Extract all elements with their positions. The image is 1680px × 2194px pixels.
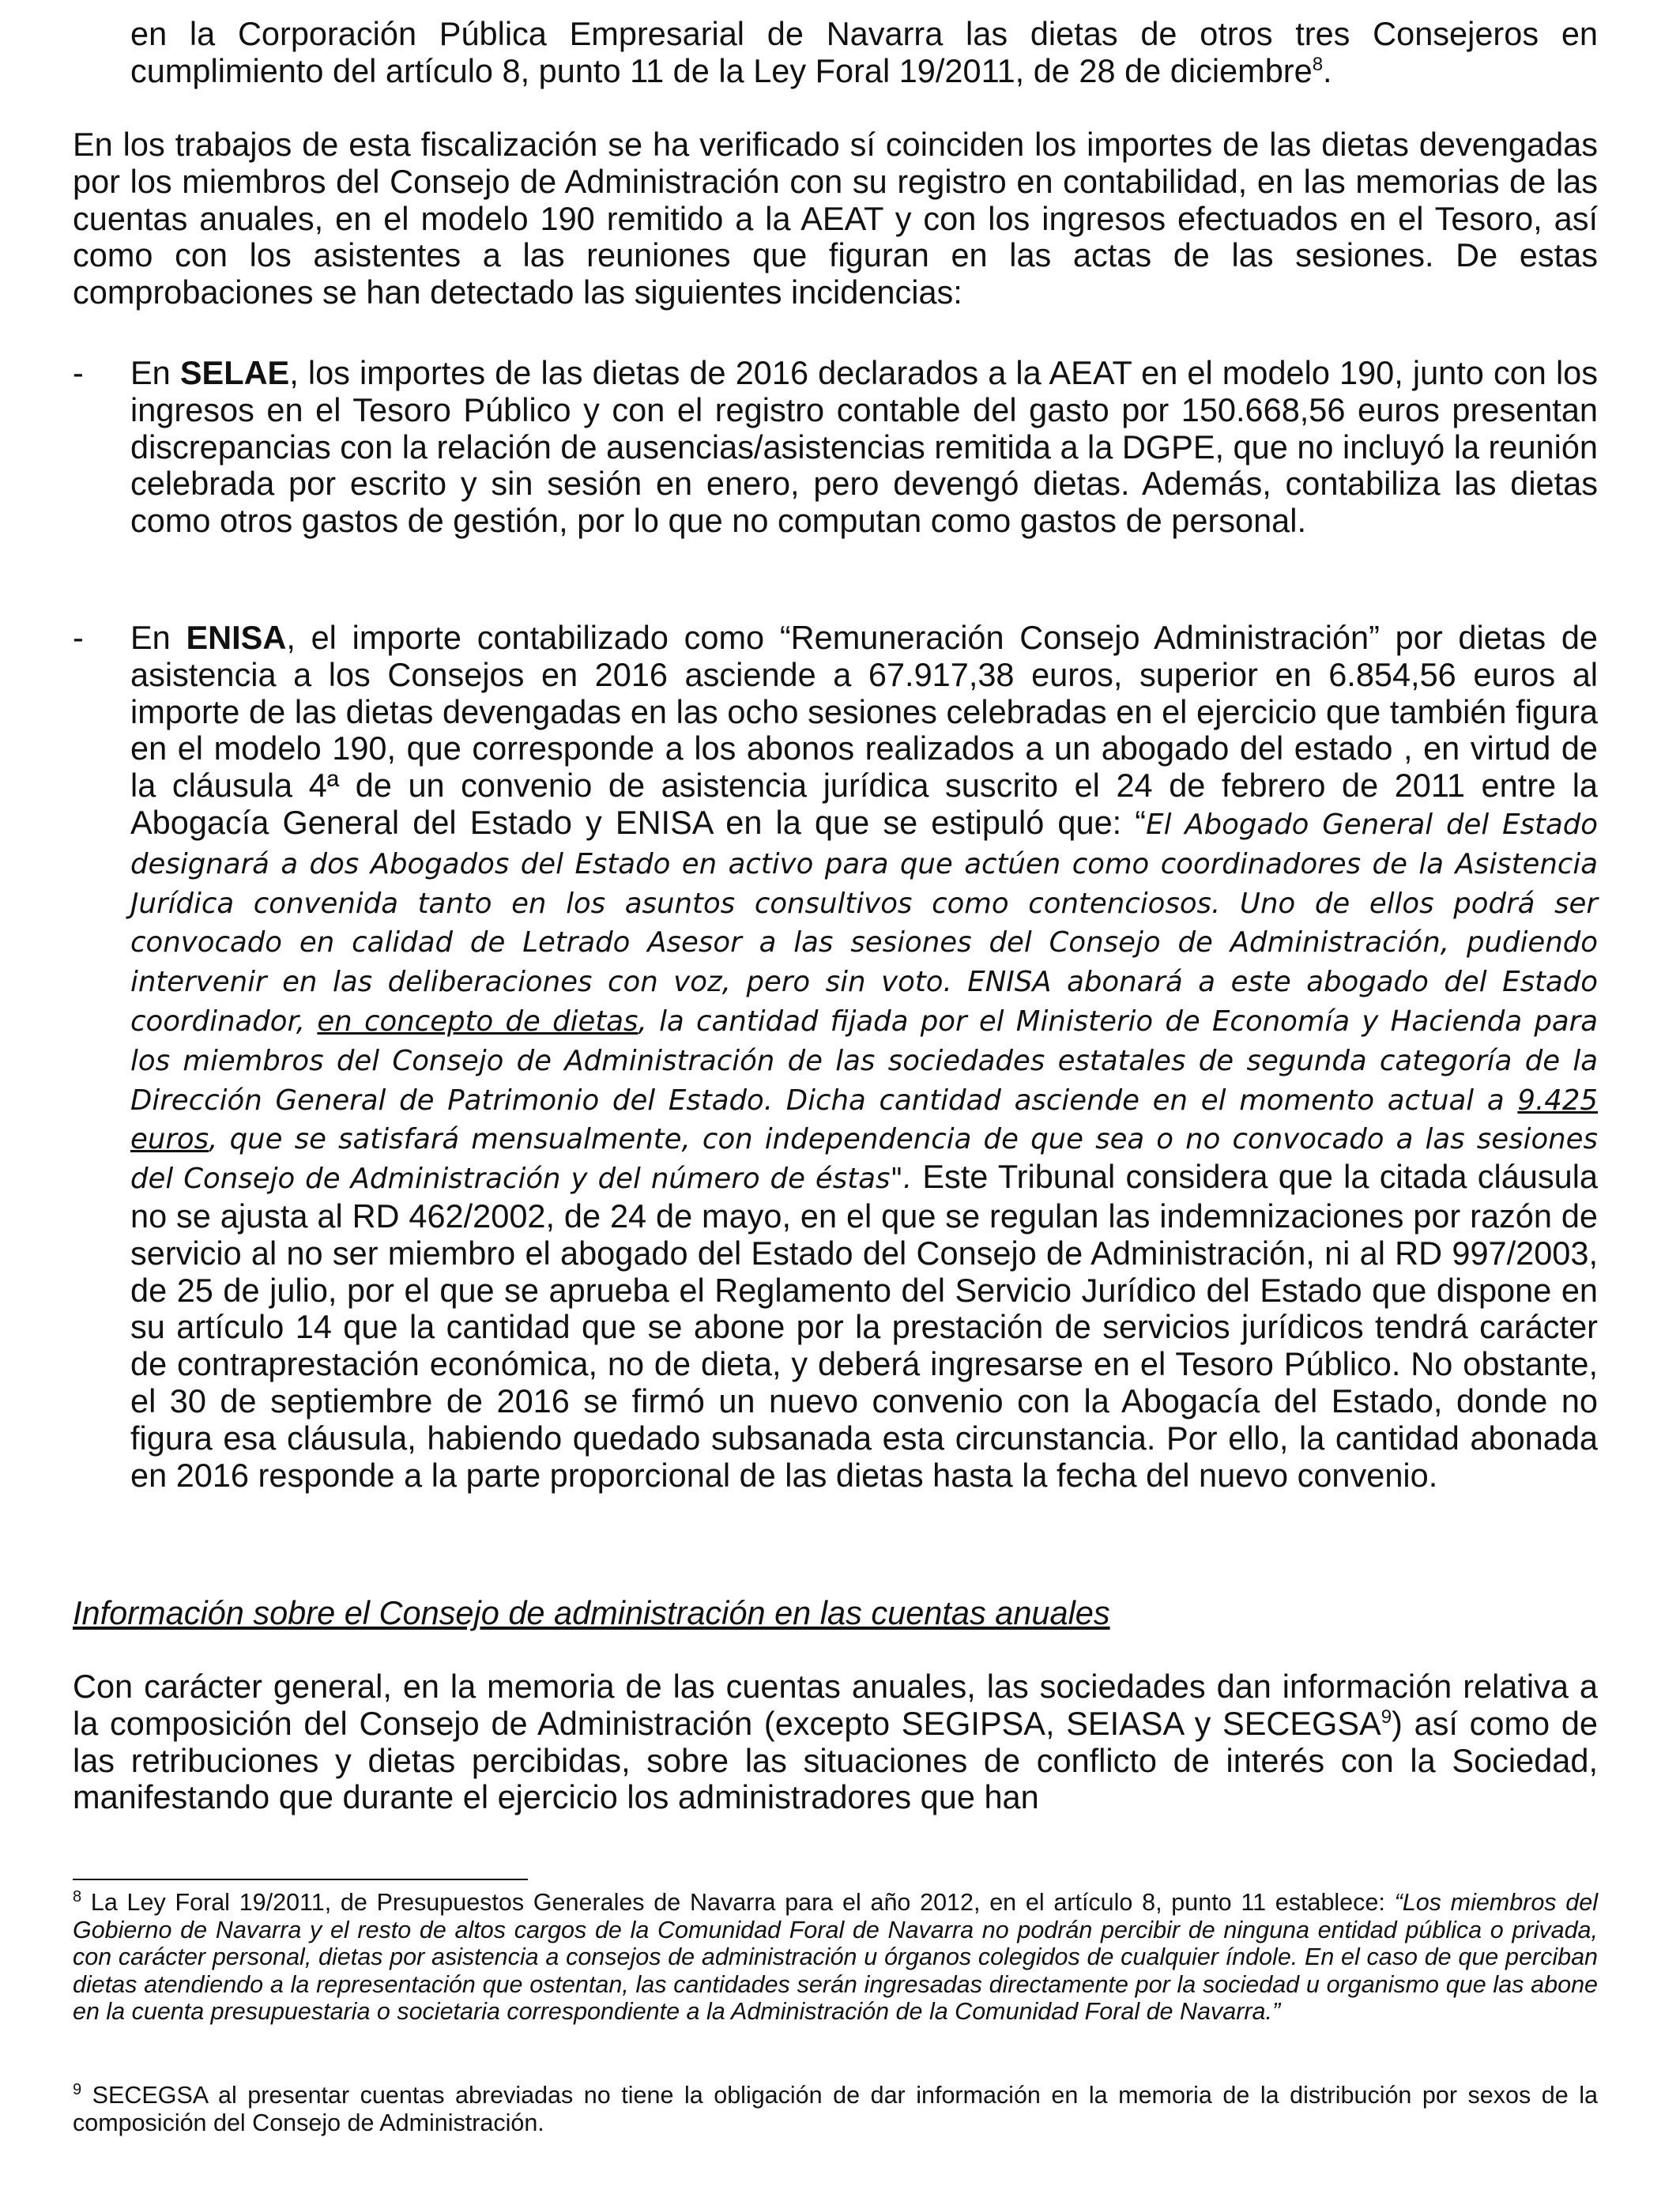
- footnote-9: [73, 2082, 1598, 2136]
- quote-text: , la cantidad fijada por el Ministerio de Economía y Hacienda para los miembros del Consejo de Administración de las sociedades estatales de segunda categoría de la Dirección General de Patrimonio del Estado. Dicha cantidad asciende en el momento actual a: [130, 1005, 1598, 1117]
- bullet-marker: -: [73, 619, 84, 656]
- bullet-text: Este Tribunal considera que la citada cláusula no se ajusta al RD 462/2002, de 24 de mayo, en el que se regulan las indemnizaciones por razón de servicio al no ser miembro el abogado del Estado del Consejo de Administración, ni al RD 997/2003, de 25 de julio, por el que se aprueba el Reglamento del Servicio Jurídico del Estado que dispone en su artículo 14 que la cantidad que se abone por la prestación de servicios jurídicos tendrá carácter de contraprestación económica, no de dieta, y deberá ingresarse en el Tesoro Público. No obstante, el 30 de septiembre de 2016 se firmó un nuevo convenio con la Abogacía del Estado, donde no figura esa cláusula, habiendo quedado subsanada esta circunstancia. Por ello, la cantidad abonada en 2016 responde a la parte proporcional de las dietas hasta la fecha del nuevo convenio.: [130, 1158, 1598, 1494]
- bullet-text: , el importe contabilizado como “Remuneración Consejo Administración” por dietas de asistencia a los Consejos en 2016 asciende a 67.917,38 euros, superior en 6.854,56 euros al importe de las dietas devengadas en las ocho sesiones celebradas en el ejercicio que también figura en el modelo 190, que corresponde a los abonos realizados a un abogado del estado , en virtud de la cláusula 4ª de un convenio de asistencia jurídica suscrito el 24 de febrero de 2011 entre la Abogacía General del Estado y ENISA en la que se estipuló que: “: [130, 619, 1598, 841]
- convenio-quote: [130, 809, 1598, 1195]
- bullet-marker: -: [73, 354, 84, 391]
- quote-underlined-amount: 9.425 euros: [130, 1084, 1598, 1156]
- quote-text: , que se satisfará mensualmente, con independencia de que sea o no convocado a las sesiones del Consejo de Administración y del número de éstas".: [130, 1123, 1598, 1196]
- paragraph-verification: En los trabajos de esta fiscalización se ha verificado sí coinciden los importes de las dietas devengadas por los miembros del Consejo de Administración con su registro en contabilidad, en las memorias de las cuentas anuales, en el modelo 190 remitido a la AEAT y con los ingresos efectuados en el Tesoro, así como con los asistentes a las reuniones que figuran en las actas de las sesiones. De estas comprobaciones se han detectado las siguientes incidencias:: [73, 126, 1598, 311]
- bullet-selae: [130, 355, 1598, 540]
- paragraph-text: en la Corporación Pública Empresarial de Navarra las dietas de otros tres Consejeros en cumplimiento del artículo 8, punto 11 de la Ley Foral 19/2011, de 28 de diciembre: [130, 15, 1598, 89]
- footnote-text: La Ley Foral 19/2011, de Presupuestos Generales de Navarra para el año 2012, en el artículo 8, punto 11 establece:: [81, 1889, 1395, 1916]
- bullet-intro: En: [130, 354, 180, 391]
- bullet-text: , los importes de las dietas de 2016 declarados a la AEAT en el modelo 190, junto con los ingresos en el Tesoro Público y con el registro contable del gasto por 150.668,56 euros presentan discrepancias con la relación de ausencias/asistencias remitida a la DGPE, que no incluyó la reunión celebrada por escrito y sin sesión en enero, pero devengó dietas. Además, contabiliza las dietas como otros gastos de gestión, por lo que no computan como gastos de personal.: [130, 354, 1599, 540]
- paragraph-consejo-info: [73, 1668, 1598, 1816]
- bullet-intro: En: [130, 619, 186, 656]
- footnote-number: 8: [73, 1887, 82, 1906]
- paragraph-text: .: [1323, 51, 1332, 89]
- paragraph-continuation: [130, 16, 1598, 90]
- footnote-8: [73, 1889, 1598, 2026]
- footnote-text: SECEGSA al presentar cuentas abreviadas no tiene la obligación de dar información en la memoria de la distribución por sexos de la composición del Consejo de Administración.: [73, 2082, 1598, 2136]
- footnote-separator: [73, 1879, 528, 1880]
- footnote-number: 9: [73, 2080, 82, 2098]
- footnote-ref-8[interactable]: 8: [1312, 53, 1324, 75]
- bullet-enisa: [130, 620, 1598, 1494]
- quote-text: El Abogado General del Estado designará a dos Abogados del Estado en activo para que actúen como coordinadores de la Asistencia Jurídica convenida tanto en los asuntos consultivos como contenciosos. Uno de ellos podrá ser convocado en calidad de Letrado Asesor a las sesiones del Consejo de Administración, pudiendo intervenir en las deliberaciones con voz, pero sin voto. ENISA abonará a este abogado del Estado coordinador,: [130, 808, 1598, 1038]
- entity-enisa: ENISA: [186, 619, 287, 656]
- quote-underlined-dietas: en concepto de dietas: [317, 1005, 638, 1038]
- paragraph-text: Con carácter general, en la memoria de las cuentas anuales, las sociedades dan información relativa a la composición del Consejo de Administración (excepto SEGIPSA, SEIASA y SECEGSA: [73, 1668, 1598, 1742]
- section-heading: Información sobre el Consejo de administración en las cuentas anuales: [73, 1594, 1110, 1631]
- paragraph-text: ) así como de las retribuciones y dietas percibidas, sobre las situaciones de conflicto de interés con la Sociedad, manifestando que durante el ejercicio los administradores que han: [73, 1704, 1598, 1816]
- footnote-quote: “Los miembros del Gobierno de Navarra y el resto de altos cargos de la Comunidad Foral de Navarra no podrán percibir de ninguna entidad pública o privada, con carácter personal, dietas por asistencia a consejos de administración u órganos colegidos de cualquier índole. En el caso de que perciban dietas atendiendo a la representación que ostentan, las cantidades serán ingresadas directamente por la sociedad u organismo que las abone en la cuenta presupuestaria o societaria correspondiente a la Administración de la Comunidad Foral de Navarra.”: [73, 1889, 1598, 2026]
- footnote-ref-9[interactable]: 9: [1381, 1706, 1392, 1728]
- entity-selae: SELAE: [179, 354, 290, 391]
